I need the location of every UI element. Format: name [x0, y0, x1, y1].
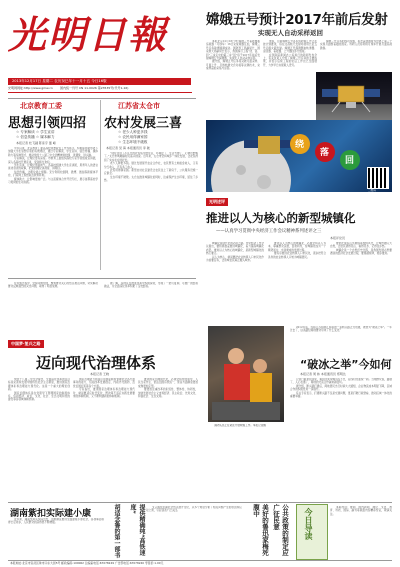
commentary-subtitle: ——认真学习贯彻中央经济工作会议精神系列述评之三 [216, 229, 322, 234]
top-left-kicker: 北京教育工委 [20, 102, 62, 110]
top-mid-point-3: ☆ 生态环境不破败 [118, 140, 148, 144]
top-left-title: 思想引领四招 [8, 116, 87, 131]
right-feature-intro: 2012年底，连接江苏和浙江两省的一条断头路正式贯通，被誉为“破冰之举”。一年过去了，这条路给两地群众带来了什么变化？ [290, 326, 392, 333]
badge-land-label: 落 [320, 148, 330, 158]
bottom-vert-1[interactable]: 胡适念鲁的第一部书 [113, 504, 120, 558]
badge-return-label: 回 [345, 156, 355, 166]
modernization-body-1: 党的十八届三中全会提出，全面深化改革的总目标是完善和发展中国特色社会主义制度，推进国家治理体系和治理能力现代化。这是一个重大的理论创新。 国家治理体系是在党领导下管理国家的制度体系，包括经济、政治、文化、社会、生态文明和党的建设等各领域体制机制。 [8, 378, 70, 402]
top-left-byline: 本报记者 杜飞越 陈彦宇 董 峰 [16, 141, 56, 145]
commentary-byline: 本报评论员 [330, 236, 346, 240]
right-feature-byline: 本报记者 周 炜 本报通讯员 郑明达 [300, 372, 346, 376]
right-feature-title: “破冰之举”今如何 [300, 358, 392, 371]
mid-left-divider [8, 278, 196, 279]
date-line: 2013年12月17日 星期二 农历癸巳年十一月十五 今日16版 [8, 78, 191, 85]
top-mid-byline: 本报记者 吴 海 本报通讯员 李 骏 [106, 146, 150, 150]
mid-left-body-2: 在实施过程中，坚持问题导向，聚焦群众关心的热点难点问题，切实解决群众反映强烈的突出问题，取得了明显成效。 [8, 282, 98, 289]
bottom-left-title: 湖南紫扣实际建小康 [10, 509, 92, 519]
top-left-point-2: ☆ 信息传播 ☆ 媒本解力 [16, 135, 55, 139]
masthead-rule [8, 92, 192, 93]
lead-graphic [206, 120, 392, 192]
top-mid-point-1: ☆ 老少人种更多钱 [118, 130, 148, 134]
top-col-divider [100, 100, 101, 270]
bottom-divider [8, 502, 392, 503]
commentary-body-2: 推进以人为核心的城镇化，必须坚持以人为本，尊重群众意愿，因势利导，使城镇化成为一个顺势而为、水到渠成的发展过程。 要有序推进农业转移人口市民化，逐步把符合条件的农业转移人口转为城镇居民。 [268, 242, 326, 259]
commentary-body-3: 要依托现有山水脉络等独特风光，让城市融入大自然，让居民望得见山、看得见水、记得住乡愁。 城镇化是一个自然历史过程，是我国发展必然要遇到的经济社会发展过程，要遵循规律，稳步推进。 [330, 242, 392, 256]
modernization-title: 迈向现代治理体系 [36, 354, 157, 372]
top-left-point-1: ☆ 专家解读 ☆ 学生宣讲 [16, 130, 55, 134]
top-mid-kicker: 江苏省太仓市 [118, 102, 160, 110]
rescue-photo-caption: 消防队员正在紧张开展救援工作。本报记者摄 [214, 424, 266, 427]
commentary-body-1: 城镇化是现代化的必由之路。中央经济工作会议提出，要积极稳妥推进城镇化，着力提高城镇化质量。推进以人为核心的城镇化，是新型城镇化的核心要义。 以人为核心，就是要把农业转移人口市民化作为首要任务，让进城农民真正融入城市。 [206, 242, 264, 263]
footer-text: 本报地址:北京市宣武区珠市口东大街5号 邮政编码:100062 总编室电话:67078249 广告部电话:67078240 零售价:1.00元 [10, 561, 164, 565]
top-mid-point-2: ☆ 农民用得满家园 [118, 135, 148, 139]
top-mid-title: 农村发展三喜 [104, 116, 183, 131]
top-mid-body: “现在住进了小区式的农民集中居住区，环境好了，生活方便了，心情也舒畅了。”太仓市城厢镇村民高兴地说。近年来，太仓市坚持城乡一体化发展，让农民得到了实实在在的好处。 老少人种更多钱。通过发展现代农业合作社，农民既有土地租金收入，又有分红收入，还有务工收入。 农民用得满家园。新型农村社区建设让农民住上了新房子，公共服务设施一应俱全。 生态环境不破败。太仓在推进城镇化的同时，注重保护生态环境，留住了乡愁。 [104, 152, 198, 183]
bottom-vert-4[interactable]: 公共政策的制定应广征民意 [272, 504, 289, 556]
top-left-divider [8, 98, 196, 99]
bottom-vert-2[interactable]: 提供精确纯“高铁速度” [129, 504, 145, 556]
mid-left-body: 据了解，各地区在推进改革中积极探索，形成了一批可复制、可推广的经验做法，为全面深化改革积累了宝贵经验。 [104, 282, 198, 289]
qr-code-icon[interactable] [368, 168, 388, 188]
lead-body-col-3: 嫦娥三号任务的成功实施，标志着我国成为世界上第三个实现月面软着陆的国家。科研人员将利用月球车开展月面巡视勘察。 [320, 40, 392, 50]
top-left-body: 今年以来，北京教育工委以高校思想政治工作为抓手，积极探索新形势下加强大学生思想引领的有效途径，通过专家解读、学生宣讲、信息传播、媒体助力等多种形式，推动党的十八届三中全会精神进校园、进课堂、进头脑。 专家解读，让理论更有深度。市教育工委组织高校专家学者组成宣讲团，深入各高校开展宣讲，受到师生欢迎。 学生宣讲，让理论更接地气。各高校组建大学生宣讲团，用青年人的语言讲述身边的故事，把党的理论讲清楚、讲明白。 信息传播，让理论插上翅膀。充分利用校园网、微博、微信等新媒体平台，打造网上思想政治教育阵地。 媒体助力，让影响更加广泛。与主流媒体合作开设专栏，展示首都高校学习贯彻的生动实践。 [8, 147, 98, 185]
lead-body-col-2: 他说，目前嫦娥五号各系统研制工作正在按计划推进，将在文昌航天发射场使用长征五号运载火箭发射。嫦娥五号探测器由轨道器、返回器、着陆器、上升器四部分组成。 在国务院新闻办公室举行的新闻发布会上，有关负责人介绍了嫦娥三号任务的主要成果，并表示后续工程的论证工作也已全面展开，力争早日实现载人登月。 [263, 40, 317, 67]
bottom-right-body: 本期导读：要闻、国内新闻、理论、文化、教育、科技、国际、副刊等版面内容精彩纷呈，敬请关注。 [330, 506, 392, 516]
bottom-vert-3[interactable]: 美好的鲁迅家梅死腹中 [252, 504, 269, 556]
lead-body-col-1: 本报北京12月16日电 嫦娥三号着陆器和巡视器（月球车）16日完成两器互拍，嫦娥三号任务取得圆满成功。国防科工局副局长、国家航天局副局长表示，我国探月工程“绕、落、回”三步走中的第三步“回”将于2017年前后发射嫦娥五号探测器，实现无人自动采样返回。 据介绍，嫦娥五号任务将突破月面采样、月面上升、月球轨道交会对接等关键技术，完成样品的采集与返回。 [206, 40, 260, 71]
commentary-title: 推进以人为核心的新型城镇化 [206, 211, 356, 225]
issue-code: 国内统一刊号 CN 11-0026 第23535号(代号1-16) [60, 86, 129, 90]
right-feature-body: 记者日前来到这里，看到往来车辆川流不息，沿线村庄面貌一新。当地群众说，路通了，人心也通了，两地的交流合作越来越密切。 据介绍，断头路打通后，两地居民出行时间大大缩短，企业物流成本明显下降，区域合作的积极性进一步提升。 有关专家表示，打通断头路不仅是交通问题，更是打破行政壁垒、推动区域一体化的重要举措。 [290, 378, 392, 399]
masthead-title: 光明日報 [8, 12, 169, 57]
modernization-byline: 本报记者 王晓 [90, 372, 109, 376]
lead-subtitle: 实现无人自动采样返回 [258, 29, 323, 37]
today-label: 今日导读 [304, 508, 313, 540]
commentary-tag: 光明述评 [206, 198, 228, 206]
modernization-body-2: 国家治理能力则是运用国家制度管理社会各方面事务的能力，包括改革发展稳定、内政外交国防、治党治国治军等各个方面。 专家指出，推进国家治理体系和治理能力现代化，就是要适应时代变化，既改革不适应实践发展要求的体制机制，又不断构建新的体制机制。 [73, 378, 135, 399]
website[interactable]: 光明网网址:http://www.gmw.cn [8, 86, 53, 90]
lead-title: 嫦娥五号预计2017年前后发射 [206, 12, 388, 28]
badge-orbit-label: 绕 [295, 140, 305, 150]
rescue-photo [208, 326, 284, 422]
modernization-tag: 中国梦·复兴之路 [8, 340, 44, 348]
qr-caption: 二维码 [368, 189, 376, 192]
bottom-left-body: 近年来，湖南坚持从实际出发，因地制宜推进全面建成小康社会，各项事业取得长足进步，人民群众的获得感不断增强。 [8, 518, 104, 525]
modernization-body-3: 推进国家治理现代化，必须坚持党的领导、人民当家作主、依法治国有机统一，使各方面制度更加成熟更加定型。 要更加注重改革的系统性、整体性、协同性，加快发展社会主义市场经济、民主政治、先进文化、和谐社会、生态文明。 [138, 378, 198, 399]
bottom-mid-body: 文章围绕近期社会热点展开讨论，从多个角度分析了相关问题产生的原因和应对之策，引起读者广泛关注。 [146, 506, 242, 513]
